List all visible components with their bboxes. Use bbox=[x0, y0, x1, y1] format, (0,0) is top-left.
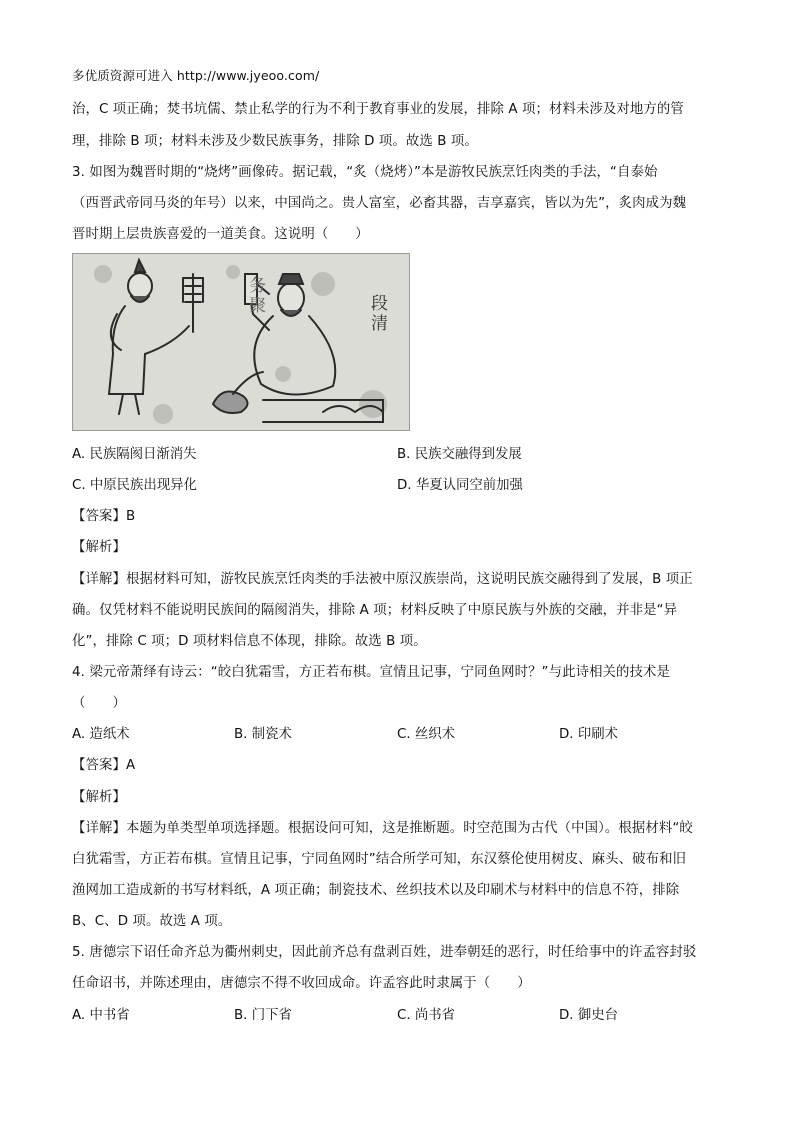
q4-detail-line-4: B、C、D 项。故选 A 项。 bbox=[72, 914, 232, 929]
q5-stem-line-1: 5. 唐德宗下诏任命齐总为衢州刺史，因此前齐总有盘剥百姓，进奉朝廷的恶行，时任给事中的许孟容封驳 bbox=[72, 945, 697, 960]
q3-stem-line-1: 3. 如图为魏晋时期的“烧烤”画像砖。据记载，“炙（烧烤）”本是游牧民族烹饪肉类的手法，“自泰始 bbox=[72, 165, 658, 180]
q4-detail-line-3: 渔网加工造成新的书写材料纸，A 项正确；制瓷技术、丝织技术以及印刷术与材料中的信息不符，排除 bbox=[72, 883, 680, 898]
q4-detail-line-1: 【详解】本题为单类型单项选择题。根据设问可知，这是推断题。时空范围为古代（中国）。根据材料“皎 bbox=[72, 821, 693, 836]
q5-option-a[interactable]: A. 中书省 bbox=[72, 1008, 130, 1023]
q3-detail-line-2: 确。仅凭材料不能说明民族间的隔阂消失，排除 A 项；材料反映了中原民族与外族的交融，并非是“异 bbox=[72, 603, 678, 618]
q3-stem-line-3: 晋时期上层贵族喜爱的一道美食。这说明（ ） bbox=[72, 227, 369, 242]
q5-stem-line-2: 任命诏书，并陈述理由，唐德宗不得不收回成命。许孟容此时隶属于（ ） bbox=[72, 976, 531, 991]
q2-tail-line-2: 理，排除 B 项；材料未涉及少数民族事务，排除 D 项。故选 B 项。 bbox=[72, 134, 478, 149]
q4-stem-line-2: （ ） bbox=[72, 696, 126, 711]
mural-label-left: 务聚 bbox=[249, 276, 266, 316]
q5-option-d[interactable]: D. 御史台 bbox=[559, 1008, 618, 1023]
q2-tail-line-1: 治，C 项正确；焚书坑儒、禁止私学的行为不利于教育事业的发展，排除 A 项；材料未涉及对地方的管 bbox=[72, 102, 684, 117]
q3-stem-line-2: （西晋武帝同马炎的年号）以来，中国尚之。贵人富室，必畜其器，吉享嘉宾，皆以为先”，炙肉成为魏 bbox=[72, 196, 687, 211]
q4-analysis-label: 【解析】 bbox=[72, 790, 126, 805]
q4-answer: 【答案】A bbox=[72, 758, 136, 773]
q3-option-d[interactable]: D. 华夏认同空前加强 bbox=[397, 478, 523, 493]
q3-option-c[interactable]: C. 中原民族出现异化 bbox=[72, 478, 197, 493]
mural-drawing bbox=[73, 254, 409, 430]
q4-option-a[interactable]: A. 造纸术 bbox=[72, 727, 130, 742]
q5-option-b[interactable]: B. 门下省 bbox=[234, 1008, 292, 1023]
header-site-text[interactable]: 多优质资源可进入 http://www.jyeoo.com/ bbox=[72, 68, 320, 83]
q3-option-a[interactable]: A. 民族隔阂日渐消失 bbox=[72, 447, 197, 462]
q4-option-d[interactable]: D. 印刷术 bbox=[559, 727, 618, 742]
q3-answer: 【答案】B bbox=[72, 509, 136, 524]
q4-option-b[interactable]: B. 制瓷术 bbox=[234, 727, 292, 742]
q4-detail-line-2: 白犹霜雪，方正若布棋。宣情且记事，宁同鱼网时”结合所学可知，东汉蔡伦使用树皮、麻头、破布和旧 bbox=[72, 852, 687, 867]
q3-option-b[interactable]: B. 民族交融得到发展 bbox=[397, 447, 522, 462]
q5-option-c[interactable]: C. 尚书省 bbox=[397, 1008, 456, 1023]
q3-detail-line-1: 【详解】根据材料可知，游牧民族烹饪肉类的手法被中原汉族崇尚，这说明民族交融得到了发展，B 项正 bbox=[72, 572, 693, 587]
q3-detail-line-3: 化”，排除 C 项；D 项材料信息不体现，排除。故选 B 项。 bbox=[72, 634, 427, 649]
mural-label-right: 段清 bbox=[371, 294, 388, 334]
q4-stem-line-1: 4. 梁元帝萧绎有诗云：“皎白犹霜雪，方正若布棋。宣情且记事，宁同鱼网时？”与此诗相关的技术是 bbox=[72, 665, 671, 680]
roasting-mural-image bbox=[72, 253, 410, 431]
q4-option-c[interactable]: C. 丝织术 bbox=[397, 727, 456, 742]
q3-analysis-label: 【解析】 bbox=[72, 540, 126, 555]
